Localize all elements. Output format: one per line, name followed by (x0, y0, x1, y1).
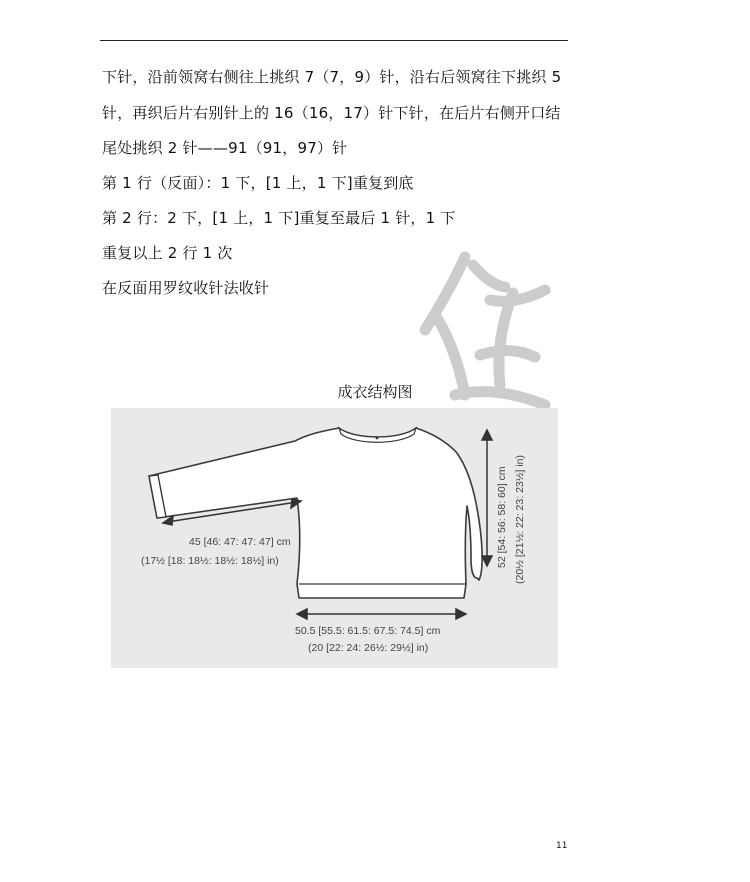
body-line-2: 针，再织后片右别针上的 16（16，17）针下针，在后片右侧开口结 (102, 104, 561, 122)
body-line-6: 重复以上 2 行 1 次 (102, 244, 233, 262)
width-in-label: (20 [22: 24: 26½: 29½] in) (308, 642, 429, 654)
sleeve-in-label: (17½ [18: 18½: 18½: 18½] in) (141, 555, 279, 567)
width-cm-label: 50.5 [55.5: 61.5: 67.5: 74.5] cm (295, 625, 441, 637)
length-in-label: (20½ [21½: 22: 23: 23½] in) (514, 454, 526, 584)
body-line-3: 尾处挑织 2 针——91（91，97）针 (102, 139, 348, 157)
body-line-1: 下针，沿前领窝右侧往上挑织 7（7，9）针，沿右后领窝往下挑织 5 (102, 68, 562, 86)
length-cm-label: 52 [54: 56: 58: 60] cm (496, 466, 508, 568)
garment-schematic (111, 408, 558, 668)
body-line-5: 第 2 行：2 下，[1 上，1 下]重复至最后 1 针，1 下 (102, 209, 456, 227)
sleeve-cm-label: 45 [46: 47: 47: 47] cm (189, 536, 291, 548)
neck-button (376, 437, 379, 440)
header-rule (100, 40, 568, 41)
body-line-7: 在反面用罗纹收针法收针 (102, 279, 270, 297)
figure-title: 成衣结构图 (337, 383, 413, 401)
page-number: 11 (556, 841, 568, 851)
body-line-4: 第 1 行（反面）：1 下，[1 上，1 下]重复到底 (102, 174, 414, 192)
